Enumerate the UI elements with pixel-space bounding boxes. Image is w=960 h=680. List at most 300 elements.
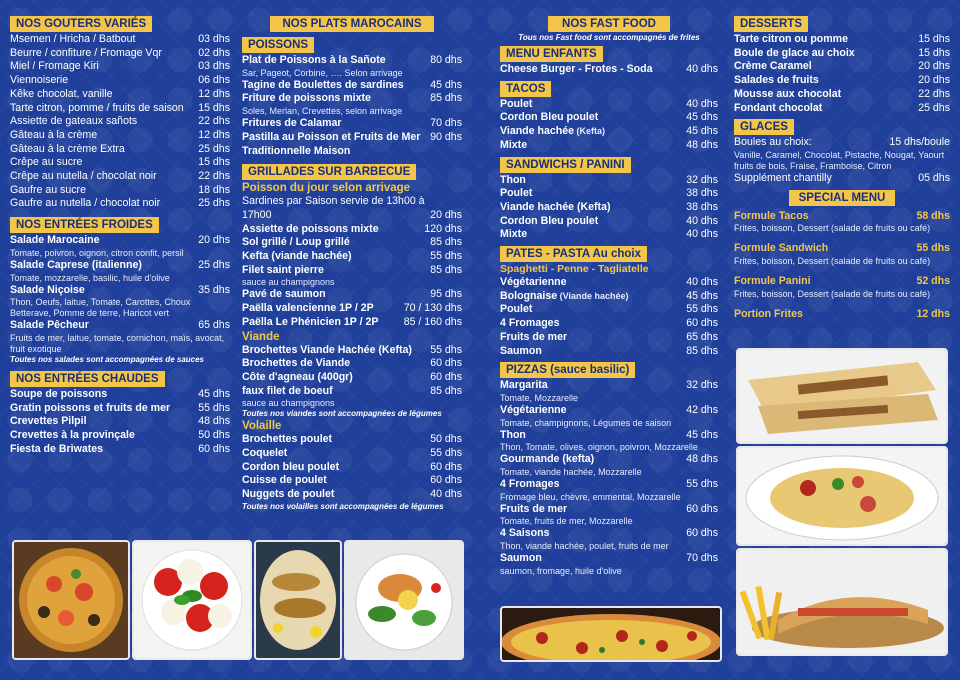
item-price: 38 dhs bbox=[686, 187, 718, 200]
item-description: Thon, Oeufs, laitue, Tomate, Carottes, Choux Betterave, Pomme de terre, Haricot vert bbox=[10, 297, 191, 319]
menu-item bbox=[242, 250, 462, 264]
item-price: 85 / 160 dhs bbox=[403, 315, 462, 328]
menu-item bbox=[242, 131, 462, 145]
photo-pizza bbox=[500, 606, 722, 662]
item-name: Cheese Burger - Frotes - Soda bbox=[500, 63, 653, 75]
item-description: Tomate, poivron, oignon, citron confit, persil bbox=[10, 247, 184, 258]
item-name: Cordon Bleu poulet bbox=[500, 214, 599, 227]
menu-item bbox=[10, 115, 230, 129]
menu-item bbox=[10, 170, 230, 184]
item-price: 60 dhs bbox=[198, 442, 230, 455]
item-name: Crevettes Pilpil bbox=[10, 415, 87, 428]
menu-item bbox=[10, 415, 230, 429]
item-name: Gourmande (kefta) bbox=[500, 453, 595, 466]
item-name: Kefta (viande hachée) bbox=[242, 250, 352, 263]
item-name: Fruits de mer bbox=[500, 330, 568, 343]
item-description: Sar, Pageot, Corbine, …. Selon arrivage bbox=[242, 67, 403, 78]
item-name: Viennoiserie bbox=[10, 74, 69, 87]
item-name: Bolognaise bbox=[500, 289, 558, 302]
menu-item bbox=[500, 303, 718, 317]
special-menu-item bbox=[734, 308, 950, 322]
item-price: 20 dhs bbox=[918, 60, 950, 73]
item-name: Tarte citron, pomme / fruits de saison bbox=[10, 101, 184, 114]
menu-item bbox=[734, 74, 950, 88]
item-name: Viande hachée bbox=[500, 125, 574, 138]
note-salades: Toutes nos salades sont accompagnées de sauces bbox=[10, 354, 204, 364]
menu-item bbox=[242, 357, 462, 371]
item-name-wrap bbox=[242, 447, 287, 461]
section-title-glaces: GLACES bbox=[734, 119, 794, 135]
item-name: Côte d'agneau (400gr) bbox=[242, 370, 353, 383]
item-price: 20 dhs bbox=[918, 74, 950, 87]
menu-item bbox=[10, 197, 230, 211]
item-name-wrap bbox=[242, 371, 353, 385]
section-entrees-chaudes bbox=[10, 371, 230, 457]
item-name: Assiette de poissons mixte bbox=[242, 222, 379, 235]
item-name-wrap bbox=[242, 461, 339, 475]
item-name: Traditionnelle Maison bbox=[242, 144, 351, 157]
subtitle-viande: Viande bbox=[242, 330, 280, 343]
menu-item bbox=[242, 474, 462, 488]
item-name: Paëlla valencienne 1P / 2P bbox=[242, 302, 374, 315]
item-name: Pastilla au Poisson et Fruits de Mer bbox=[242, 130, 421, 143]
item-price: 60 dhs bbox=[430, 370, 462, 383]
menu-item bbox=[242, 288, 462, 302]
item-price: 60 dhs bbox=[686, 527, 718, 540]
special-menu-item bbox=[734, 275, 950, 289]
item-name-wrap bbox=[242, 54, 386, 68]
item-price: 12 dhs bbox=[198, 128, 230, 141]
item-name-wrap bbox=[10, 259, 142, 273]
menu-item bbox=[500, 478, 718, 492]
section-entrees-froides bbox=[10, 217, 230, 365]
item-name-wrap bbox=[242, 236, 350, 250]
item-name: Crème Caramel bbox=[734, 60, 812, 73]
menu-item bbox=[734, 47, 950, 61]
item-name-wrap bbox=[500, 331, 567, 345]
item-name: Végétarienne bbox=[500, 403, 567, 416]
item-name: Salade Niçoise bbox=[10, 283, 85, 296]
item-price: 15 dhs bbox=[918, 46, 950, 59]
item-price: 85 dhs bbox=[430, 384, 462, 397]
item-name: Salade Caprese (italienne) bbox=[10, 258, 142, 271]
section-grillades bbox=[242, 164, 462, 512]
menu-item-chantilly bbox=[734, 172, 950, 186]
item-description: Thon, Tomate, olives, oignon, poivron, Mozzarelle bbox=[500, 442, 698, 453]
item-name: Crêpe au nutella / chocolat noir bbox=[10, 170, 157, 183]
item-name: Cordon bleu poulet bbox=[242, 460, 340, 473]
item-name-wrap bbox=[242, 131, 420, 145]
item-name: Beurre / confiture / Fromage Vqr bbox=[10, 46, 162, 59]
photo-panini bbox=[736, 548, 948, 656]
menu-item bbox=[500, 276, 718, 290]
section-pizzas bbox=[500, 362, 718, 577]
item-name: Cuisse de poulet bbox=[242, 474, 327, 487]
photo-paella bbox=[12, 540, 130, 660]
item-name: 4 Fromages bbox=[500, 317, 560, 330]
section-special-menu bbox=[734, 190, 950, 322]
menu-item bbox=[10, 47, 230, 61]
item-price: 05 dhs bbox=[918, 171, 950, 184]
item-name: Gâteau à la crème bbox=[10, 128, 98, 141]
item-price: 45 dhs bbox=[686, 289, 718, 302]
section-title-pizzas: PIZZAS (sauce basilic) bbox=[500, 362, 635, 378]
item-name-wrap bbox=[10, 319, 89, 333]
menu-item bbox=[242, 461, 462, 475]
menu-item bbox=[500, 187, 718, 201]
menu-item bbox=[734, 88, 950, 102]
menu-item bbox=[10, 259, 230, 273]
item-price: 45 dhs bbox=[198, 387, 230, 400]
menu-item bbox=[10, 102, 230, 116]
item-description: Fruits de mer, laitue, tomate, cornichon, maïs, avocat, fruit exotique bbox=[10, 332, 225, 354]
item-price: 22 dhs bbox=[198, 170, 230, 183]
item-price: 42 dhs bbox=[686, 403, 718, 416]
item-name-wrap bbox=[500, 429, 526, 443]
item-description: Frites, boisson, Dessert (salade de fruits ou café) bbox=[734, 256, 931, 267]
menu-item bbox=[500, 379, 718, 393]
item-name-wrap bbox=[500, 453, 594, 467]
item-name: Pavé de saumon bbox=[242, 288, 326, 301]
menu-item bbox=[10, 184, 230, 198]
item-price: 15 dhs/boule bbox=[889, 136, 950, 149]
item-name-wrap bbox=[500, 174, 526, 188]
subtitle-volaille: Volaille bbox=[242, 420, 282, 433]
item-price: 15 dhs bbox=[918, 33, 950, 45]
item-price: 40 dhs bbox=[686, 276, 718, 289]
subtitle-poisson-du-jour: Poisson du jour selon arrivage bbox=[242, 182, 411, 195]
menu-item bbox=[242, 488, 462, 502]
menu-item bbox=[10, 402, 230, 416]
item-name: Sol grillé / Loup grillé bbox=[242, 236, 350, 249]
section-title-plats-marocains: NOS PLATS MAROCAINS bbox=[270, 16, 433, 32]
item-price: 48 dhs bbox=[686, 138, 718, 151]
item-price: 40 dhs bbox=[686, 214, 718, 227]
item-name: Nuggets de poulet bbox=[242, 488, 335, 501]
item-price: 80 dhs bbox=[430, 54, 462, 66]
item-name: Viande hachée (Kefta) bbox=[500, 200, 611, 213]
section-title-desserts: DESSERTS bbox=[734, 16, 808, 32]
item-name: Thon bbox=[500, 428, 526, 441]
item-price: 70 dhs bbox=[430, 117, 462, 130]
menu-item bbox=[500, 453, 718, 467]
item-name-wrap bbox=[10, 284, 85, 298]
section-tacos bbox=[500, 81, 718, 153]
item-name-wrap bbox=[242, 357, 350, 371]
menu-item bbox=[10, 443, 230, 457]
menu-item bbox=[500, 228, 718, 242]
menu-item bbox=[10, 429, 230, 443]
item-name: Miel / Fromage Kiri bbox=[10, 60, 99, 73]
item-price: 70 / 130 dhs bbox=[403, 302, 462, 315]
section-title-sandwichs: SANDWICHS / PANINI bbox=[500, 157, 631, 173]
item-name: Tarte citron ou pomme bbox=[734, 33, 848, 45]
item-name-wrap bbox=[10, 234, 100, 248]
section-title-entrees-froides: NOS ENTRÉES FROIDES bbox=[10, 217, 159, 233]
menu-item bbox=[242, 316, 462, 330]
item-price: 02 dhs bbox=[198, 46, 230, 59]
item-price: 60 dhs bbox=[686, 317, 718, 330]
item-name-wrap bbox=[500, 503, 567, 517]
menu-item bbox=[734, 102, 950, 116]
menu-item bbox=[734, 60, 950, 74]
photo-seafood-plate bbox=[344, 540, 464, 660]
menu-item bbox=[10, 88, 230, 102]
menu-item bbox=[10, 156, 230, 170]
item-price: 40 dhs bbox=[686, 97, 718, 110]
item-price: 55 dhs bbox=[430, 447, 462, 460]
photo-pasta bbox=[736, 446, 948, 546]
item-name: 4 Fromages bbox=[500, 478, 560, 491]
menu-item bbox=[10, 284, 230, 298]
item-name: Brochettes Viande Hachée (Kefta) bbox=[242, 343, 412, 356]
item-name-wrap bbox=[500, 276, 567, 290]
item-name-wrap bbox=[242, 302, 374, 316]
menu-item bbox=[10, 234, 230, 248]
plats-title-wrap bbox=[242, 16, 462, 33]
item-price: 22 dhs bbox=[198, 115, 230, 128]
item-name: Assiette de gateaux sañots bbox=[10, 115, 138, 128]
item-name: Tagine de Boulettes de sardines bbox=[242, 78, 404, 91]
menu-item bbox=[10, 129, 230, 143]
item-name: Fruits de mer bbox=[500, 502, 568, 515]
item-price: 45 dhs bbox=[430, 78, 462, 91]
menu-item bbox=[500, 201, 718, 215]
menu-item bbox=[500, 139, 718, 153]
item-name: Gratin poissons et fruits de mer bbox=[10, 401, 171, 414]
section-title-grillades: GRILLADES SUR BARBECUE bbox=[242, 164, 416, 180]
menu-item bbox=[734, 33, 950, 47]
menu-item bbox=[242, 371, 462, 385]
item-price: 120 dhs bbox=[424, 222, 462, 235]
menu-item bbox=[500, 215, 718, 229]
menu-item bbox=[500, 552, 718, 566]
item-name-wrap bbox=[242, 474, 327, 488]
item-name: 17h00 bbox=[242, 208, 272, 221]
item-price: 40 dhs bbox=[686, 228, 718, 241]
item-name-wrap bbox=[500, 139, 527, 153]
item-name-wrap bbox=[242, 433, 332, 447]
item-price: 22 dhs bbox=[918, 87, 950, 100]
menu-item bbox=[500, 317, 718, 331]
item-name-wrap bbox=[242, 117, 342, 131]
section-title-poissons: POISSONS bbox=[242, 37, 314, 53]
item-price: 32 dhs bbox=[686, 379, 718, 392]
item-price: 15 dhs bbox=[198, 101, 230, 114]
item-price: 15 dhs bbox=[198, 156, 230, 169]
item-price: 25 dhs bbox=[198, 197, 230, 210]
item-name: Margarita bbox=[500, 379, 548, 392]
item-name-wrap bbox=[500, 111, 598, 125]
section-title-tacos: TACOS bbox=[500, 81, 551, 97]
item-name-wrap bbox=[242, 288, 326, 302]
section-title-special-menu: SPECIAL MENU bbox=[789, 190, 896, 206]
item-name: Mousse aux chocolat bbox=[734, 87, 842, 100]
item-price: 45 dhs bbox=[686, 125, 718, 138]
item-price: 60 dhs bbox=[430, 460, 462, 473]
item-price: 25 dhs bbox=[198, 258, 230, 271]
item-name-wrap bbox=[500, 345, 542, 359]
item-name-wrap bbox=[500, 215, 598, 229]
item-price: 48 dhs bbox=[198, 415, 230, 428]
item-name-wrap bbox=[500, 98, 532, 112]
item-description: Frites, boisson, Dessert (salade de fruits ou café) bbox=[734, 288, 931, 299]
menu-item bbox=[242, 223, 462, 237]
column-plats-marocains bbox=[242, 16, 462, 516]
item-name: Filet saint pierre bbox=[242, 263, 324, 276]
item-name-wrap bbox=[242, 79, 404, 93]
item-description: Thon, viande hachée, poulet, fruits de mer bbox=[500, 541, 669, 552]
item-name-wrap bbox=[500, 404, 567, 418]
item-name: Fritures de Calamar bbox=[242, 117, 342, 130]
subtitle-pates-types: Spaghetti - Penne - Tagliatelle bbox=[500, 263, 649, 276]
menu-item bbox=[500, 429, 718, 443]
item-name-wrap bbox=[242, 145, 350, 159]
menu-item bbox=[242, 385, 462, 399]
item-name: Supplément chantilly bbox=[734, 171, 832, 184]
item-price: 55 dhs bbox=[686, 303, 718, 316]
menu-item bbox=[10, 143, 230, 157]
item-price: 38 dhs bbox=[686, 200, 718, 213]
item-price: 48 dhs bbox=[686, 453, 718, 466]
item-price: 85 dhs bbox=[686, 344, 718, 357]
menu-item bbox=[500, 98, 718, 112]
item-price: 55 dhs bbox=[198, 401, 230, 414]
photo-grilled-fish bbox=[254, 540, 342, 660]
item-name: Fiesta de Briwates bbox=[10, 442, 104, 455]
section-poissons bbox=[242, 37, 462, 158]
section-title-fast-food: NOS FAST FOOD bbox=[548, 16, 670, 32]
item-price: 55 dhs bbox=[686, 478, 718, 491]
section-pates bbox=[500, 246, 718, 358]
menu-item-sardines bbox=[242, 195, 462, 222]
item-extra: (Viande hachée) bbox=[557, 290, 629, 301]
item-name: Formule Sandwich bbox=[734, 242, 829, 255]
item-description: Fromage bleu, chèvre, emmental, Mozzarelle bbox=[500, 491, 681, 502]
item-name: Formule Tacos bbox=[734, 209, 809, 222]
menu-item bbox=[500, 345, 718, 359]
item-name-wrap bbox=[500, 379, 548, 393]
item-price: 20 dhs bbox=[430, 208, 462, 221]
special-menu-item bbox=[734, 210, 950, 224]
item-name: Coquelet bbox=[242, 447, 288, 460]
item-name: Gâteau à la crème Extra bbox=[10, 142, 125, 155]
menu-item bbox=[242, 433, 462, 447]
item-price: 58 dhs bbox=[916, 209, 950, 222]
section-title-menu-enfants: MENU ENFANTS bbox=[500, 46, 603, 62]
item-name: Soupe de poissons bbox=[10, 387, 108, 400]
menu-item bbox=[242, 117, 462, 131]
special-title-wrap bbox=[734, 190, 950, 207]
item-name: Portion Frites bbox=[734, 307, 803, 320]
menu-item bbox=[500, 331, 718, 345]
item-name: Formule Panini bbox=[734, 275, 811, 288]
item-name: Fondant chocolat bbox=[734, 101, 823, 114]
item-description: saumon, fromage, huile d'olive bbox=[500, 565, 622, 576]
item-name-wrap bbox=[500, 527, 549, 541]
note-fast-food: Tous nos Fast food sont accompagnés de frites bbox=[518, 33, 700, 42]
item-name-wrap bbox=[500, 125, 605, 139]
item-name: Poulet bbox=[500, 303, 533, 316]
fast-food-title-wrap bbox=[500, 16, 718, 43]
item-price: 65 dhs bbox=[198, 319, 230, 332]
item-price: 52 dhs bbox=[916, 275, 950, 288]
item-price bbox=[458, 145, 462, 159]
menu-item bbox=[500, 125, 718, 139]
item-price: 03 dhs bbox=[198, 33, 230, 45]
item-price: 20 dhs bbox=[198, 234, 230, 247]
item-description: Soles, Merlan, Crevettes, selon arrivage bbox=[242, 106, 403, 117]
item-name: Kêke chocolat, vanille bbox=[10, 87, 113, 100]
menu-item bbox=[10, 388, 230, 402]
item-name: Friture de poissons mixte bbox=[242, 92, 371, 105]
item-description: Tomate, fruits de mer, Mozzarelle bbox=[500, 516, 633, 527]
item-name-wrap bbox=[242, 385, 333, 399]
item-price: 85 dhs bbox=[430, 236, 462, 249]
menu-item bbox=[242, 145, 462, 159]
item-name: Végétarienne bbox=[500, 276, 567, 289]
column-desserts bbox=[734, 16, 950, 325]
item-name: Boules au choix: bbox=[734, 136, 812, 149]
item-name: faux filet de boeuf bbox=[242, 384, 333, 397]
menu-item bbox=[242, 54, 462, 68]
item-name-wrap bbox=[242, 223, 379, 237]
item-name: Brochettes poulet bbox=[242, 433, 333, 446]
item-price: 50 dhs bbox=[198, 429, 230, 442]
item-extra: (Kefta) bbox=[574, 126, 605, 137]
item-description: Tomate, Mozzarelle bbox=[500, 392, 579, 403]
item-price: 55 dhs bbox=[430, 250, 462, 263]
item-name-wrap bbox=[500, 290, 628, 304]
glaces-flavors: Vanille, Caramel, Chocolat, Pistache, Nougat, Yaourt fruits de bois, Fraise, Framboise, Citron bbox=[734, 149, 945, 171]
item-name-wrap bbox=[500, 478, 559, 492]
item-name: Poulet bbox=[500, 187, 533, 200]
item-price: 55 dhs bbox=[916, 242, 950, 255]
item-price: 85 dhs bbox=[430, 92, 462, 105]
menu-item bbox=[500, 503, 718, 517]
item-name: Boule de glace au choix bbox=[734, 46, 855, 59]
menu-item bbox=[242, 302, 462, 316]
menu-item bbox=[242, 92, 462, 106]
item-name: Gaufre au nutella / chocolat noir bbox=[10, 197, 161, 210]
item-name-wrap bbox=[242, 488, 334, 502]
photo-caprese bbox=[132, 540, 252, 660]
item-price: 03 dhs bbox=[198, 60, 230, 73]
special-menu-item bbox=[734, 242, 950, 256]
item-name: Brochettes de Viande bbox=[242, 357, 351, 370]
item-name-wrap bbox=[242, 264, 324, 278]
item-description: sauce au champignons bbox=[242, 398, 335, 409]
section-sandwichs bbox=[500, 157, 718, 243]
section-title-pates: PATES - PASTA Au choix bbox=[500, 246, 647, 262]
item-price: 25 dhs bbox=[198, 142, 230, 155]
menu-item bbox=[10, 33, 230, 47]
item-price: 06 dhs bbox=[198, 74, 230, 87]
item-name: Crêpe au sucre bbox=[10, 156, 83, 169]
item-name-wrap bbox=[500, 228, 527, 242]
sardines-row bbox=[242, 209, 462, 223]
menu-item bbox=[500, 404, 718, 418]
item-name: Paëlla Le Phénicien 1P / 2P bbox=[242, 315, 379, 328]
item-description: Tomate, champignons, Légumes de saison bbox=[500, 417, 672, 428]
menu-item bbox=[242, 264, 462, 278]
item-name: Saumon bbox=[500, 344, 542, 357]
item-price: 85 dhs bbox=[430, 263, 462, 276]
menu-item bbox=[242, 79, 462, 93]
item-price: 35 dhs bbox=[198, 283, 230, 296]
item-description: Tomate, viande hachée, Mozzarelle bbox=[500, 467, 642, 478]
menu-item bbox=[10, 60, 230, 74]
